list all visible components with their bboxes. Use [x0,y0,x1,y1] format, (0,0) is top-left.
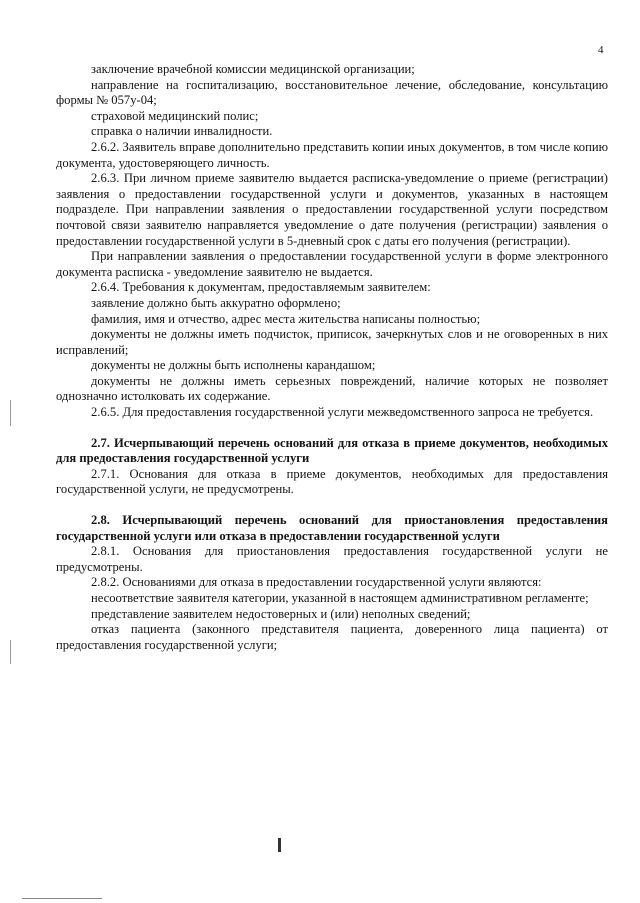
paragraph: документы не должны иметь серьезных повреждений, наличие которых не позволяет однозначно истолковать их содержание. [56,373,608,404]
paragraph: заключение врачебной комиссии медицинской организации; [91,62,415,76]
paragraph: 2.8.2. Основаниями для отказа в предоставлении государственной услуги являются: [91,575,542,590]
paragraph: страховой медицинский полис; [91,108,259,123]
paragraph: отказ пациента (законного представителя пациента, доверенного лица пациента) от предоставления государственной услуги; [56,622,608,652]
paragraph: направление на госпитализацию, восстановительное лечение, обследование, консультацию формы № 057у-04; [56,77,608,108]
paragraph: 2.8.1. Основания для приостановления предоставления государственной услуги не предусмотрены. [56,544,608,574]
paragraph: представление заявителем недостоверных и (или) неполных сведений; [91,606,471,621]
scan-mark [10,640,11,664]
section-heading: 2.7. Исчерпывающий перечень оснований для отказа в приеме документов, необходимых для предоставления государственной услуги [56,435,608,466]
paragraph: 2.6.2. Заявитель вправе дополнительно представить копии иных документов, в том числе копию документа, удостоверяющего личность. [56,139,608,170]
document-body [56,62,608,653]
paragraph: документы не должны быть исполнены карандашом; [91,358,376,373]
paragraph: 2.6.5. Для предоставления государственной услуги межведомственного запроса не требуется. [91,405,594,420]
paragraph: При направлении заявления о предоставлении государственной услуги в форме электронного документа расписка - уведомление заявителю не выдается. [56,249,608,279]
page-number: 4 [598,44,604,56]
paragraph: документы не должны иметь подчисток, приписок, зачеркнутых слов и не оговоренных в них исправлений; [56,327,608,357]
paragraph: 2.7.1. Основания для отказа в приеме документов, необходимых для предоставления государственной услуги, не предусмотрены. [56,466,608,497]
scan-mark [22,898,102,899]
paragraph: 2.6.4. Требования к документам, предоставляемым заявителем: [91,280,431,295]
section-heading: 2.8. Исчерпывающий перечень оснований для приостановления предоставления государственной услуги или отказа в предоставлении государственной услуги [56,513,608,543]
paragraph: заявление должно быть аккуратно оформлено; [91,295,341,310]
paragraph: несоответствие заявителя категории, указанной в настоящем административном регламенте; [91,591,589,605]
paragraph: 2.6.3. При личном приеме заявителю выдается расписка-уведомление о приеме (регистрации) заявления о предоставлении государственной услуги и документов, указанных в настоящем подразделе. При направлении заявления о предоставлении государственной услуги посредством почтовой связи заявителю направляется уведомление о дате получения (регистрации) заявления о предоставлении государственной услуги в 5-дневный срок с даты его получения (регистрации). [56,171,608,248]
scan-mark [10,400,11,426]
scan-mark [278,838,281,852]
paragraph: справка о наличии инвалидности. [91,124,273,139]
paragraph: фамилия, имя и отчество, адрес места жительства написаны полностью; [91,311,481,326]
